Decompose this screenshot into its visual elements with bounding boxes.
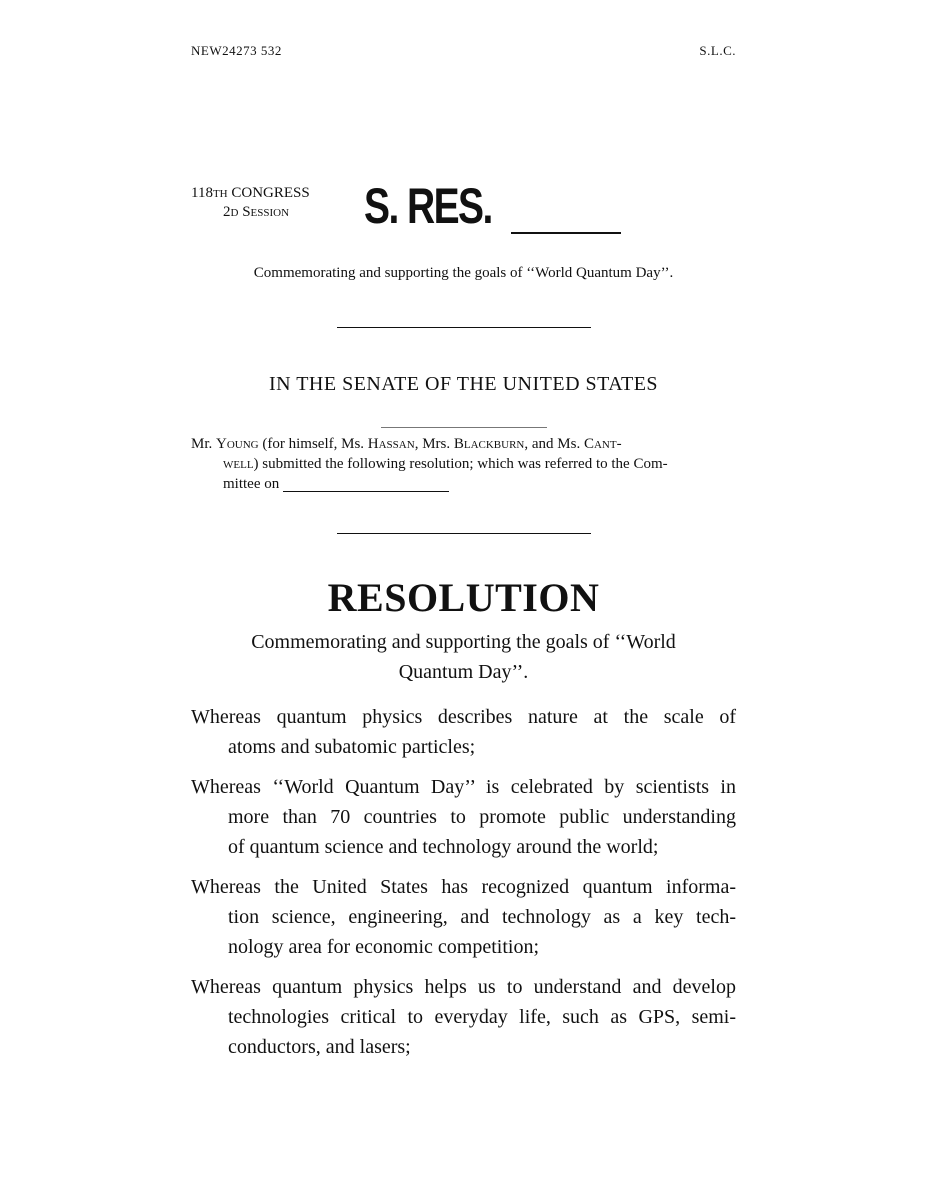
slc-label: S.L.C.	[699, 43, 736, 58]
bill-number-blank	[511, 232, 621, 234]
whereas-line: Whereas the United States has recognized quantum informa-	[191, 876, 736, 898]
bill-designation: S. RES.	[364, 178, 492, 234]
divider-rule-bottom	[337, 533, 591, 534]
congress-number-suffix: TH	[212, 188, 228, 200]
whereas-line: Whereas quantum physics describes nature at the scale of	[191, 706, 736, 728]
whereas-line: of quantum science and technology around the world;	[228, 836, 659, 858]
session-number: 2	[223, 204, 231, 220]
resolution-heading: RESOLUTION	[327, 575, 600, 620]
whereas-line: Whereas quantum physics helps us to understand and develop	[191, 976, 736, 998]
congress-line	[191, 184, 310, 203]
divider-rule-top	[337, 327, 591, 328]
committee-label: mittee on	[223, 476, 280, 492]
senate-heading: IN THE SENATE OF THE UNITED STATES	[268, 373, 659, 395]
whereas-clause-2	[191, 772, 736, 862]
session-label: Session	[238, 204, 290, 220]
whereas-line: tion science, engineering, and technology as a key tech-	[228, 906, 736, 928]
whereas-clause-3	[191, 872, 736, 962]
whereas-line: more than 70 countries to promote public understanding	[228, 806, 736, 828]
committee-blank	[283, 491, 449, 492]
sponsor-line-2: well) submitted the following resolution; which was referred to the Com-	[223, 456, 668, 472]
resolution-title-line-1: Commemorating and supporting the goals of ‘‘World	[251, 631, 676, 653]
congress-number: 118	[191, 185, 213, 201]
whereas-clause-4	[191, 972, 736, 1062]
resolution-title	[191, 627, 736, 687]
whereas-line: technologies critical to everyday life, such as GPS, semi-	[228, 1006, 736, 1028]
session-number-suffix: D	[230, 207, 239, 219]
short-title: Commemorating and supporting the goals of ‘‘World Quantum Day’’.	[253, 265, 674, 281]
divider-rule-short	[381, 427, 547, 428]
sponsor-statement	[191, 434, 736, 494]
congress-session-block	[191, 184, 310, 222]
whereas-clause-1	[191, 702, 736, 762]
document-id: NEW24273 532	[191, 43, 282, 58]
congress-label: CONGRESS	[227, 185, 310, 201]
whereas-line: Whereas ‘‘World Quantum Day’’ is celebrated by scientists in	[191, 776, 736, 798]
sponsor-line-1: Mr. Young (for himself, Ms. Hassan, Mrs. Blackburn, and Ms. Cant-	[191, 436, 622, 452]
session-line	[191, 203, 310, 222]
whereas-line: nology area for economic competition;	[228, 936, 540, 958]
sponsor-line-3	[191, 474, 736, 494]
whereas-line: atoms and subatomic particles;	[228, 736, 476, 758]
resolution-title-line-2: Quantum Day’’.	[398, 661, 529, 683]
whereas-line: conductors, and lasers;	[228, 1036, 411, 1058]
